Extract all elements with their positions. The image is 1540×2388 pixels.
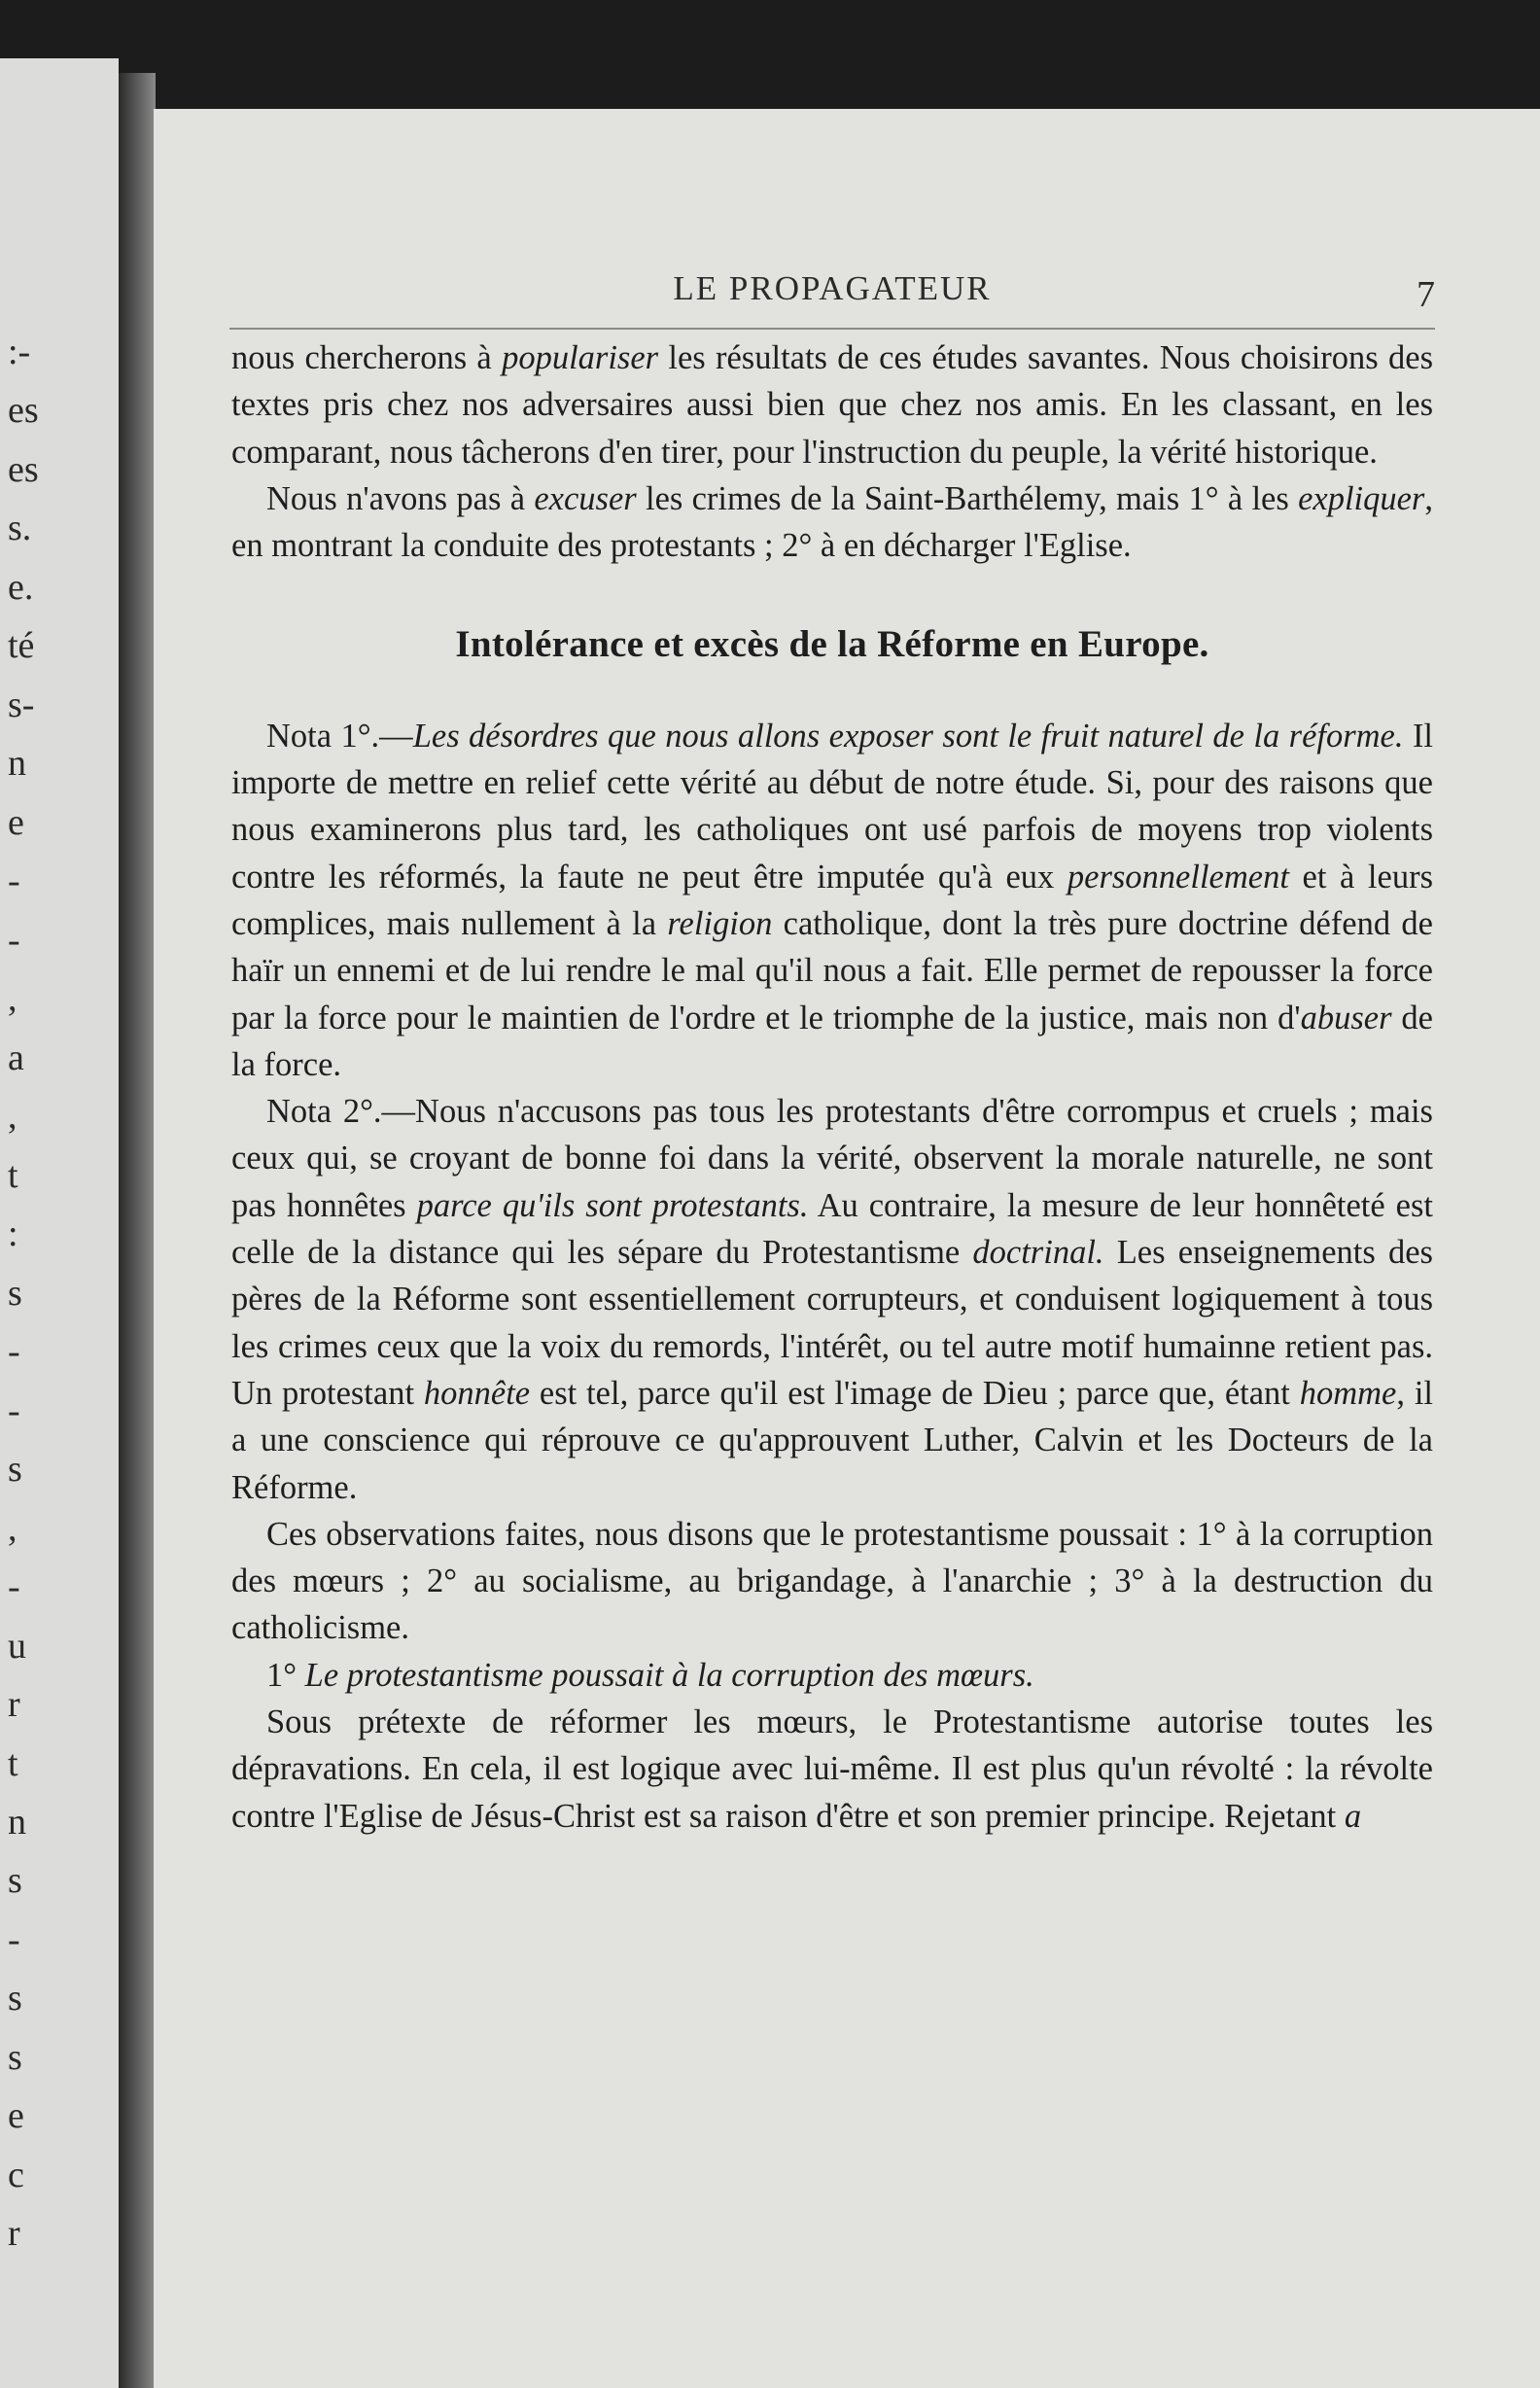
italic-run: Les désordres que nous allons exposer sont le fruit naturel de la réforme.	[412, 717, 1404, 755]
italic-run: populariser	[502, 339, 659, 376]
facing-page-fragment: es	[8, 448, 39, 490]
facing-page-fragment: u	[8, 1625, 26, 1667]
facing-page-fragment: -	[8, 919, 20, 961]
facing-page-fragment: s	[8, 1860, 22, 1902]
facing-page-fragment: ,	[8, 1096, 18, 1138]
paragraph-intro: nous chercherons à populariser les résultats de ces études savantes. Nous choisirons des textes pris chez nos adversaires aussi bien que chez nos amis. En les classant, en les comparant, nous tâcherons d'en tirer, pour l'instruction du peuple, la vérité historique.	[231, 339, 1433, 471]
italic-run: parce qu'ils sont protestants.	[416, 1186, 809, 1224]
paragraph-reform: Sous prétexte de réformer les mœurs, le Protestantisme autorise toutes les dépravations. En cela, il est logique avec lui-même. Il est plus qu'un révolté : la révolte contre l'Eglise de Jésus-Christ est sa raison d'être et son premier principe. Rejetant a	[231, 1703, 1433, 1835]
facing-page-fragment: s	[8, 1449, 22, 1491]
facing-page-fragment: e.	[8, 566, 34, 608]
paragraph-nota-1: Nota 1°.—Les désordres que nous allons exposer sont le fruit naturel de la réforme. Il importe de mettre en relief cette vérité au début de notre étude. Si, pour des raisons que nous examinerons plus tard, les catholiques ont usé parfois de moyens trop violents contre les réformés, la faute ne peut être imputée qu'à eux personnellement et à leurs complices, mais nullement à la religion catholique, dont la très pure doctrine défend de haïr un ennemi et de lui rendre le mal qu'il nous a fait. Elle permet de repousser la force par la force pour le maintien de l'ordre et le triomphe de la justice, mais non d'abuser de la force.	[231, 717, 1434, 1083]
subheading-corruption: 1° Le protestantisme poussait à la corruption des mœurs.	[266, 1656, 1034, 1694]
facing-page-fragment: s	[8, 2036, 22, 2078]
page-header	[229, 269, 1435, 328]
facing-page-fragment: s	[8, 1272, 22, 1314]
facing-page-fragment: s.	[8, 508, 32, 549]
facing-page-fragment: a	[8, 1036, 24, 1078]
italic-run: expliquer	[1298, 479, 1425, 517]
facing-page-fragment: ,	[8, 1507, 18, 1549]
facing-page-fragment: es	[8, 390, 39, 432]
facing-page-fragment: t	[8, 1154, 18, 1196]
book-page	[154, 109, 1540, 2388]
italic-run: a	[1344, 1797, 1362, 1835]
book-gutter	[119, 73, 156, 2388]
section-heading: Intolérance et excès de la Réforme en Europe.	[455, 623, 1209, 666]
italic-run: abuser	[1300, 999, 1392, 1036]
body-text	[231, 334, 1433, 1840]
italic-run: homme	[1299, 1374, 1397, 1412]
paragraph-purpose: Nous n'avons pas à excuser les crimes de la Saint-Barthélemy, mais 1° à les expliquer, en montrant la conduite des protestants ; 2° à en décharger l'Eglise.	[231, 479, 1433, 565]
facing-page-fragment: s-	[8, 684, 35, 725]
facing-page-fragment: -	[8, 1566, 20, 1608]
page-number: 7	[1417, 274, 1435, 315]
facing-page-fragment: t	[8, 1742, 18, 1784]
facing-page-fragment: e	[8, 801, 24, 843]
facing-page-fragment: n	[8, 1802, 26, 1843]
facing-page-fragment: -	[8, 860, 20, 902]
paragraph-observations: Ces observations faites, nous disons que le protestantisme poussait : 1° à la corruption des mœurs ; 2° au socialisme, au brigandage, à l'anarchie ; 3° à la destruction du catholicisme.	[231, 1515, 1433, 1647]
italic-run: honnête	[423, 1374, 531, 1412]
facing-page-edge	[0, 58, 119, 2388]
facing-page-fragment: c	[8, 2154, 24, 2195]
facing-page-fragment: -	[8, 1918, 20, 1960]
facing-page-fragment: :	[8, 1213, 18, 1255]
italic-run: Le protestantisme poussait à la corruption des mœurs.	[304, 1656, 1034, 1694]
facing-page-fragment: -	[8, 1389, 20, 1431]
facing-page-fragment: e	[8, 2095, 24, 2137]
facing-page-text-fragments	[0, 58, 119, 2388]
italic-run: doctrinal.	[972, 1234, 1104, 1272]
italic-run: personnellement	[1067, 858, 1289, 896]
facing-page-fragment: -	[8, 1331, 20, 1373]
facing-page-fragment: r	[8, 1684, 20, 1726]
facing-page-fragment: r	[8, 2213, 20, 2255]
italic-run: excuser	[534, 479, 637, 517]
facing-page-fragment: ,	[8, 978, 18, 1020]
running-title: LE PROPAGATEUR	[673, 269, 992, 307]
italic-run: religion	[667, 904, 773, 942]
header-rule	[229, 328, 1435, 330]
facing-page-fragment: s	[8, 1978, 22, 2019]
facing-page-fragment: n	[8, 743, 26, 785]
facing-page-fragment: :-	[8, 332, 31, 372]
facing-page-fragment: té	[8, 625, 35, 667]
paragraph-nota-2: Nota 2°.—Nous n'accusons pas tous les protestants d'être corrompus et cruels ; mais ceux qui, se croyant de bonne foi dans la vérité, observent la morale naturelle, ne sont pas honnêtes parce qu'ils sont protestants. Au contraire, la mesure de leur honnêteté est celle de la distance qui les sépare du Protestantisme doctrinal. Les enseignements des pères de la Réforme sont essentiellement corrupteurs, et conduisent logiquement à tous les crimes ceux que la voix du remords, l'intérêt, ou tel autre motif humainne retient pas. Un protestant honnête est tel, parce qu'il est l'image de Dieu ; parce que, étant homme, il a une conscience qui réprouve ce qu'approuvent Luther, Calvin et les Docteurs de la Réforme.	[231, 1093, 1433, 1506]
